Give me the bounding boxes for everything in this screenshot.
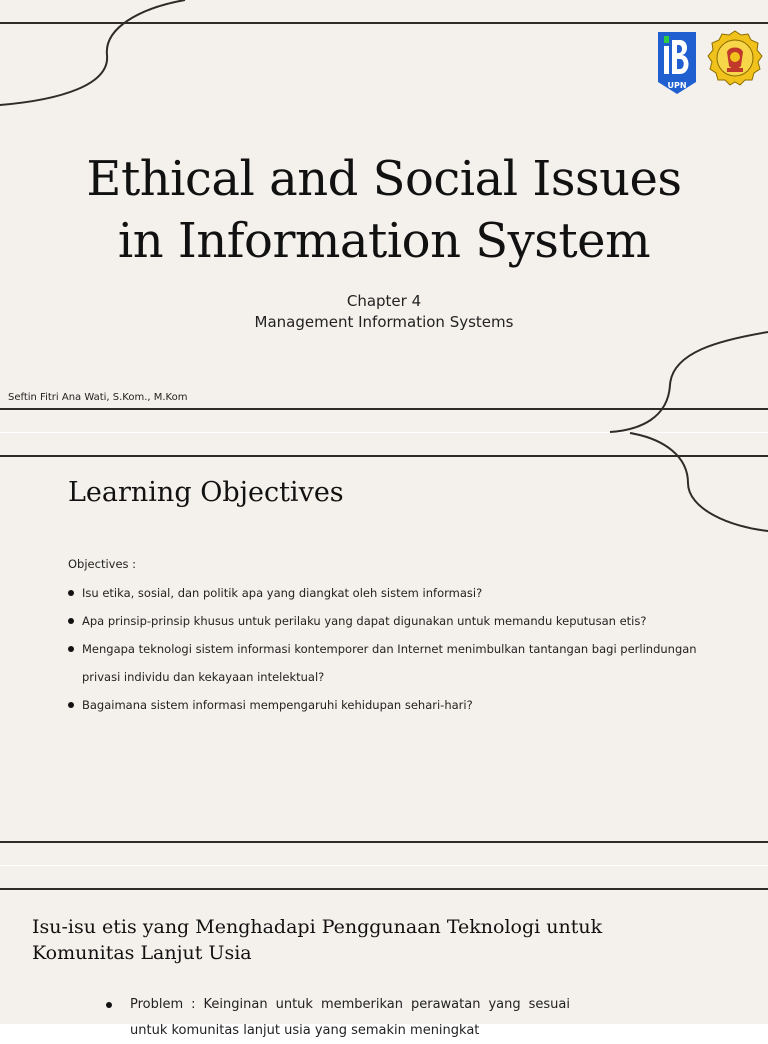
top-rule [0,22,768,24]
bottom-rule [0,841,768,843]
objectives-label: Objectives : [68,557,137,571]
section-title: Learning Objectives [68,477,344,508]
presentation-title [60,148,708,272]
title-line-1: Ethical and Social Issues [86,151,682,207]
course-name: Management Information Systems [254,313,514,331]
subtitle [0,291,768,333]
logo-upn-text: UPN [667,81,687,90]
ib-upn-logo [656,30,698,96]
chapter-label: Chapter 4 [346,292,422,310]
section-title [32,914,632,966]
bottom-rule [0,408,768,410]
list-item: Problem : Keinginan untuk memberikan perawatan yang sesuai untuk komunitas lanjut usia yang semakin meningkat [106,992,570,1044]
list-item: Apa prinsip-prinsip khusus untuk perilaku yang dapat digunakan untuk memandu keputusan etis? [68,607,708,635]
objectives-list [68,579,708,719]
top-rule [0,455,768,457]
learning-objectives-slide [0,433,768,865]
title-line-2: Komunitas Lanjut Usia [32,942,252,964]
issues-list [106,992,570,1044]
list-item: Mengapa teknologi sistem informasi kontemporer dan Internet menimbulkan tantangan bagi perlindungan privasi individu dan kekayaan intelektual? [68,635,708,691]
title-line-1: Isu-isu etis yang Menghadapi Penggunaan Teknologi untuk [32,916,603,938]
ethical-issues-slide [0,866,768,1038]
top-rule [0,888,768,890]
list-item: Isu etika, sosial, dan politik apa yang diangkat oleh sistem informasi? [68,579,708,607]
author-name: Seftin Fitri Ana Wati, S.Kom., M.Kom [8,392,188,403]
title-slide [0,0,768,432]
list-item: Bagaimana sistem informasi mempengaruhi kehidupan sehari-hari? [68,691,708,719]
title-line-2: in Information System [117,213,651,269]
university-seal-logo [707,30,763,86]
